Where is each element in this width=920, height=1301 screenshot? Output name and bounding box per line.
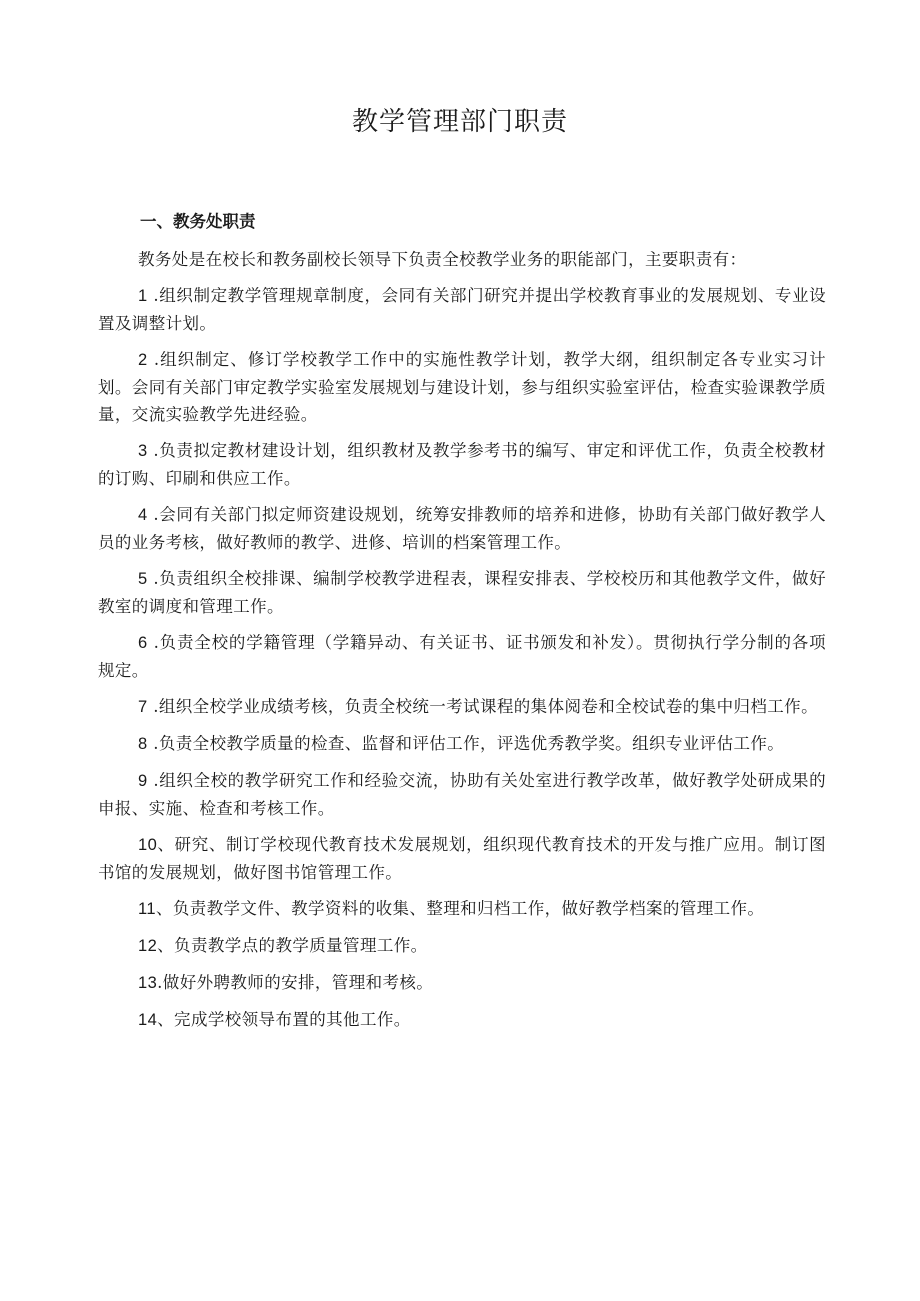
item-number: 13 [138, 974, 158, 992]
duty-item-3 [98, 437, 826, 492]
intro-paragraph: 教务处是在校长和教务副校长领导下负责全校教学业务的职能部门，主要职责有： [138, 250, 747, 269]
item-number: 3 [138, 442, 148, 460]
item-number: 8 [138, 735, 148, 753]
duty-item-1 [98, 282, 826, 337]
duty-item-6 [98, 629, 826, 684]
item-text: .会同有关部门拟定师资建设规划，统筹安排教师的培养和进修，协助有关部门做好教学人员的业务考核，做好教师的教学、进修、培训的档案管理工作。 [98, 505, 826, 552]
item-number: 11 [138, 900, 156, 918]
duty-item-7 [98, 693, 826, 721]
document-body [98, 246, 826, 1043]
item-text: .负责拟定教材建设计划，组织教材及教学参考书的编写、审定和评优工作，负责全校教材的订购、印刷和供应工作。 [98, 441, 826, 488]
page-title: 教学管理部门职责 [351, 107, 568, 137]
item-text: .组织制定、修订学校教学工作中的实施性教学计划，教学大纲，组织制定各专业实习计划。会同有关部门审定教学实验室发展规划与建设计划，参与组织实验室评估，检查实验课教学质量，交流实验教学先进经验。 [98, 350, 826, 424]
item-text: .组织全校学业成绩考核，负责全校统一考试课程的集体阅卷和全校试卷的集中归档工作。 [147, 697, 818, 716]
item-number: 6 [138, 634, 148, 652]
item-number: 14 [138, 1011, 158, 1029]
item-text: 、研究、制订学校现代教育技术发展规划，组织现代教育技术的开发与推广应用。制订图书馆的发展规划，做好图书馆管理工作。 [98, 835, 826, 882]
item-number: 2 [138, 351, 148, 369]
item-number: 7 [138, 698, 148, 716]
duty-item-4 [98, 501, 826, 556]
duty-item-12 [98, 932, 826, 960]
duty-item-5 [98, 565, 826, 620]
item-number: 4 [138, 506, 148, 524]
item-number: 5 [138, 570, 148, 588]
section-heading: 一、教务处职责 [140, 212, 256, 231]
item-text: .负责全校教学质量的检查、监督和评估工作，评选优秀教学奖。组织专业评估工作。 [147, 734, 785, 753]
item-text: 、负责教学文件、教学资料的收集、整理和归档工作，做好教学档案的管理工作。 [155, 899, 765, 918]
duty-item-2 [98, 346, 826, 428]
item-number: 9 [138, 772, 148, 790]
duty-item-13 [98, 969, 826, 997]
item-text: .负责组织全校排课、编制学校教学进程表，课程安排表、学校校历和其他教学文件，做好教室的调度和管理工作。 [98, 569, 826, 616]
duty-item-8 [98, 730, 826, 758]
item-text: .组织制定教学管理规章制度，会同有关部门研究并提出学校教育事业的发展规划、专业设置及调整计划。 [98, 286, 826, 333]
item-text: .做好外聘教师的安排，管理和考核。 [157, 973, 434, 992]
duty-item-14 [98, 1006, 826, 1034]
item-number: 1 [138, 287, 148, 305]
duty-item-11 [98, 895, 826, 923]
duty-item-10 [98, 831, 826, 886]
item-text: .组织全校的教学研究工作和经验交流，协助有关处室进行教学改革，做好教学处研成果的申报、实施、检查和考核工作。 [98, 771, 826, 818]
item-number: 12 [138, 937, 158, 955]
item-text: 、负责教学点的教学质量管理工作。 [157, 936, 428, 955]
item-number: 10 [138, 836, 158, 854]
item-text: 、完成学校领导布置的其他工作。 [157, 1010, 411, 1029]
duty-item-9 [98, 767, 826, 822]
item-text: .负责全校的学籍管理（学籍异动、有关证书、证书颁发和补发）。贯彻执行学分制的各项规定。 [98, 633, 826, 680]
